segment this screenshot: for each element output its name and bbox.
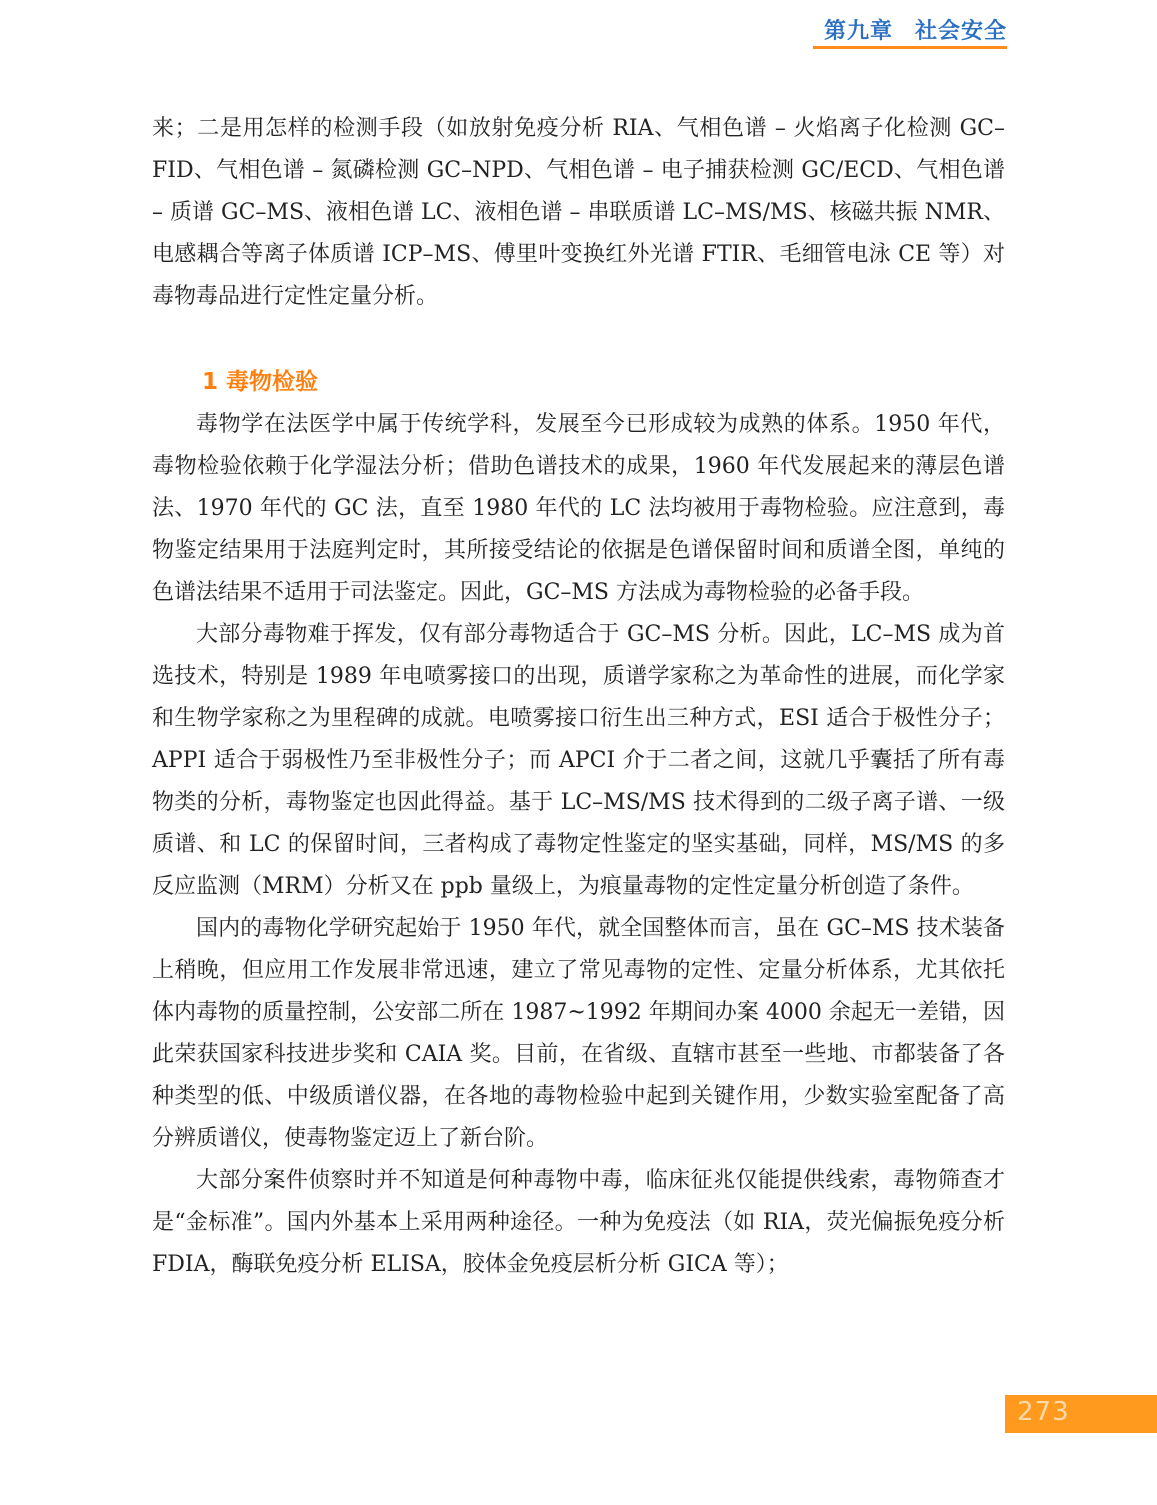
running-header	[824, 14, 1007, 45]
chapter-label: 第九章	[823, 19, 893, 44]
header-underline	[813, 46, 1007, 49]
page-number-tab	[1005, 1395, 1157, 1433]
body-paragraph: 毒物学在法医学中属于传统学科，发展至今已形成较为成熟的体系。1950 年代，毒物检验依赖于化学湿法分析；借助色谱技术的成果，1960 年代发展起来的薄层色谱法、1970 年代的 GC 法，直至 1980 年代的 LC 法均被用于毒物检验。应注意到，毒物鉴定结果用于法庭判定时，其所接受结论的依据是色谱保留时间和质谱全图，单纯的色谱法结果不适用于司法鉴定。因此，GC–MS 方法成为毒物检验的必备手段。	[152, 412, 1005, 605]
body-paragraph: 大部分案件侦察时并不知道是何种毒物中毒，临床征兆仅能提供线索，毒物筛查才是“金标准”。国内外基本上采用两种途径。一种为免疫法（如 RIA，荧光偏振免疫分析 FDIA，酶联免疫分析 ELISA，胶体金免疫层析分析 GICA 等）；	[152, 1168, 1005, 1277]
page-number: 273	[1017, 1397, 1070, 1427]
body-paragraph: 大部分毒物难于挥发，仅有部分毒物适合于 GC–MS 分析。因此，LC–MS 成为首选技术，特别是 1989 年电喷雾接口的出现，质谱学家称之为革命性的进展，而化学家和生物学家称之为里程碑的成就。电喷雾接口衍生出三种方式，ESI 适合于极性分子；APPI 适合于弱极性乃至非极性分子；而 APCI 介于二者之间，这就几乎囊括了所有毒物类的分析，毒物鉴定也因此得益。基于 LC–MS/MS 技术得到的二级子离子谱、一级质谱、和 LC 的保留时间，三者构成了毒物定性鉴定的坚实基础，同样，MS/MS 的多反应监测（MRM）分析又在 ppb 量级上，为痕量毒物的定性定量分析创造了条件。	[152, 622, 1005, 899]
intro-paragraph: 来；二是用怎样的检测手段（如放射免疫分析 RIA、气相色谱 – 火焰离子化检测 GC–FID、气相色谱 – 氮磷检测 GC–NPD、气相色谱 – 电子捕获检测 GC/ECD、气相色谱 – 质谱 GC–MS、液相色谱 LC、液相色谱 – 串联质谱 LC–MS/MS、核磁共振 NMR、电感耦合等离子体质谱 ICP–MS、傅里叶变换红外光谱 FTIR、毛细管电泳 CE 等）对毒物毒品进行定性定量分析。	[152, 116, 1005, 309]
section-label: 社会安全	[914, 19, 1007, 44]
body-paragraph: 国内的毒物化学研究起始于 1950 年代，就全国整体而言，虽在 GC–MS 技术装备上稍晚，但应用工作发展非常迅速，建立了常见毒物的定性、定量分析体系，尤其依托体内毒物的质量控制，公安部二所在 1987~1992 年期间办案 4000 余起无一差错，因此荣获国家科技进步奖和 CAIA 奖。目前，在省级、直辖市甚至一些地、市都装备了各种类型的低、中级质谱仪器，在各地的毒物检验中起到关键作用，少数实验室配备了高分辨质谱仪，使毒物鉴定迈上了新台阶。	[152, 916, 1005, 1151]
section-heading: 1 毒物检验	[202, 369, 319, 395]
page-body	[152, 108, 1005, 1286]
